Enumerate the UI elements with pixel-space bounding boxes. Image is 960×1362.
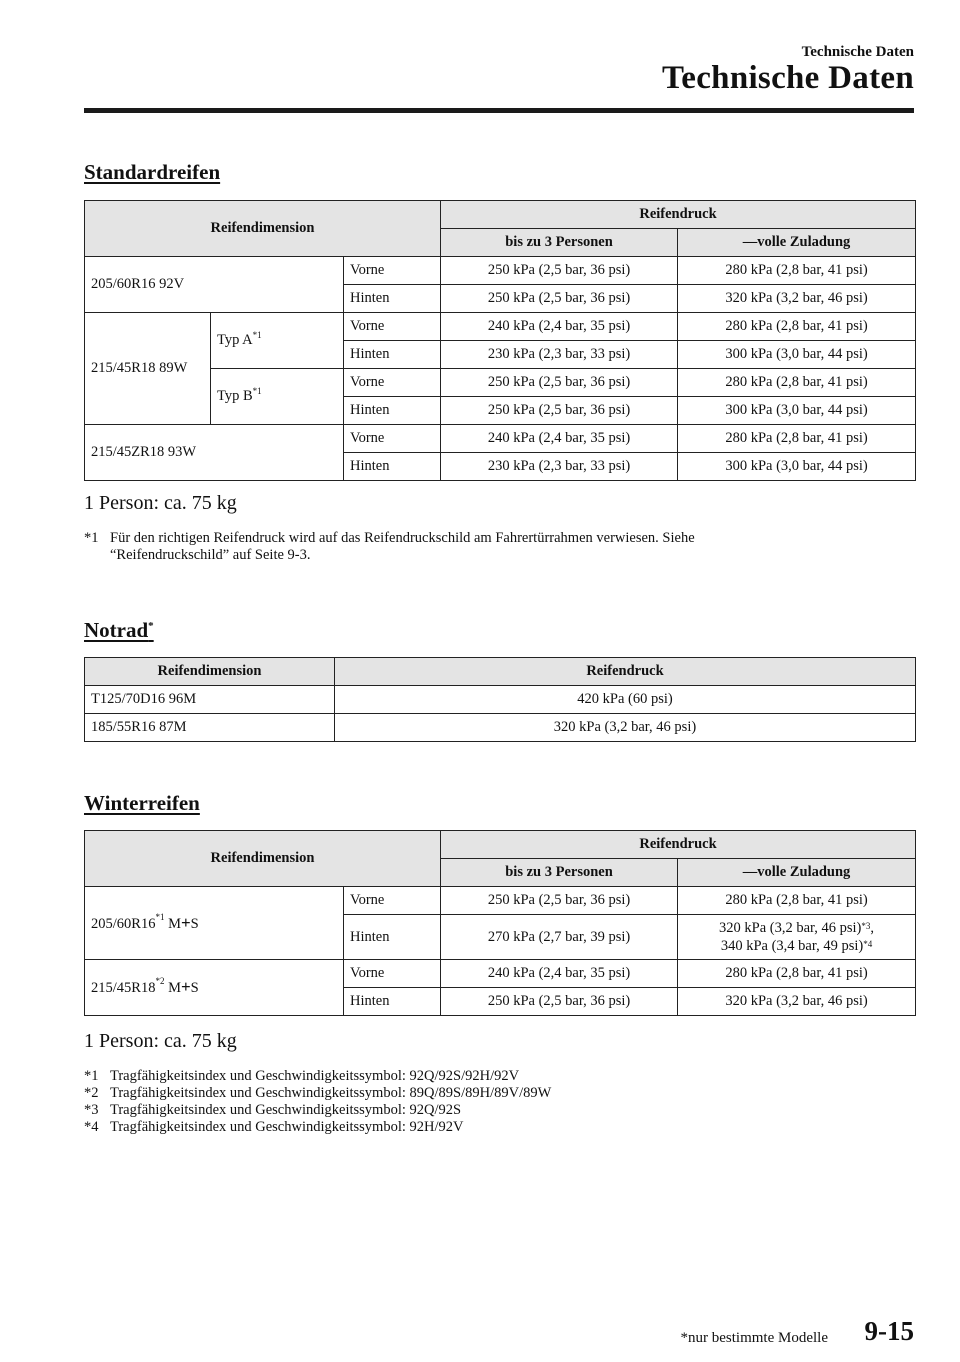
pressure-cell: 240 kPa (2,4 bar, 35 psi) xyxy=(441,313,678,341)
snowflake-plus-icon: + xyxy=(180,977,191,996)
pressure-cell: 280 kPa (2,8 bar, 41 psi) xyxy=(678,369,916,397)
tire-size: 215/45ZR18 93W xyxy=(85,425,344,481)
table-row xyxy=(85,686,916,714)
footnote-text: Tragfähigkeitsindex und Geschwindigkeitssymbol: 92Q/92S xyxy=(110,1102,462,1118)
pressure-value: 320 kPa (3,2 bar, 46 psi) xyxy=(719,920,862,936)
col-header-full-load: —volle Zuladung xyxy=(678,859,916,887)
footnote-text: Tragfähigkeitsindex und Geschwindigkeitssymbol: 92Q/92S/92H/92V xyxy=(110,1068,520,1084)
pressure-cell: 320 kPa (3,2 bar, 46 psi) xyxy=(678,285,916,313)
person-weight-note: 1 Person: ca. 75 kg xyxy=(84,1030,237,1052)
footnote-ref: *1 xyxy=(252,386,262,396)
footnote-ref: *4 xyxy=(863,939,873,949)
pressure-cell: 300 kPa (3,0 bar, 44 psi) xyxy=(678,397,916,425)
pressure-cell: 280 kPa (2,8 bar, 41 psi) xyxy=(678,313,916,341)
tire-size: 185/55R16 87M xyxy=(85,714,335,742)
pressure-cell: 240 kPa (2,4 bar, 35 psi) xyxy=(441,960,678,988)
col-header-3-persons: bis zu 3 Personen xyxy=(441,859,678,887)
pressure-cell: 270 kPa (2,7 bar, 39 psi) xyxy=(441,915,678,960)
footnote-ref: *2 xyxy=(155,976,165,986)
table-row xyxy=(85,257,916,285)
pressure-cell: 250 kPa (2,5 bar, 36 psi) xyxy=(441,397,678,425)
pressure-cell: 420 kPa (60 psi) xyxy=(335,686,916,714)
tire-size xyxy=(85,887,344,960)
table-notrad xyxy=(84,657,916,742)
pressure-cell: 320 kPa (3,2 bar, 46 psi) xyxy=(678,988,916,1016)
pressure-cell-multi: 320 kPa (3,2 bar, 46 psi)$^{*3}$, 340 kPa (3,4 bar, 49 psi)$^{*4}$ xyxy=(678,915,916,960)
footnote-text: Für den richtigen Reifendruck wird auf das Reifendruckschild am Fahrertürrahmen verwiesen. Siehe xyxy=(110,530,695,546)
pressure-cell: 250 kPa (2,5 bar, 36 psi) xyxy=(441,887,678,915)
tire-type-label: Typ B xyxy=(217,388,253,404)
tire-type xyxy=(211,369,344,425)
page-title: Technische Daten xyxy=(661,60,914,96)
pressure-cell: 250 kPa (2,5 bar, 36 psi) xyxy=(441,988,678,1016)
footnote-text: “Reifendruckschild” auf Seite 9-3. xyxy=(110,547,311,563)
footnote xyxy=(84,1068,551,1085)
axle-label: Hinten xyxy=(344,453,441,481)
footnote xyxy=(84,1102,551,1119)
running-header-small: Technische Daten xyxy=(801,44,914,60)
col-header-dimension: Reifendimension xyxy=(85,831,441,887)
footnote-number: *2 xyxy=(84,1085,99,1101)
pressure-cell: 320 kPa (3,2 bar, 46 psi) xyxy=(335,714,916,742)
pressure-cell: 250 kPa (2,5 bar, 36 psi) xyxy=(441,285,678,313)
tire-size: 215/45R18 89W xyxy=(85,313,211,425)
pressure-cell: 240 kPa (2,4 bar, 35 psi) xyxy=(441,425,678,453)
model-specific-star: * xyxy=(148,620,154,632)
pressure-value: 340 kPa (3,4 bar, 49 psi) xyxy=(720,938,864,954)
col-header-dimension: Reifendimension xyxy=(85,658,335,686)
page-number: 9-15 xyxy=(864,1316,914,1346)
footnote-ref: *1 xyxy=(155,911,165,922)
footnote-number: *1 xyxy=(84,1068,99,1084)
footnote-standard xyxy=(84,530,695,564)
col-header-pressure: Reifendruck xyxy=(335,658,916,686)
axle-label: Vorne xyxy=(344,425,441,453)
footnotes-winter xyxy=(84,1068,551,1136)
axle-label: Hinten xyxy=(344,341,441,369)
ms-m: M xyxy=(168,980,181,996)
model-note: *nur bestimmte Modelle xyxy=(680,1330,828,1346)
pressure-cell: 300 kPa (3,0 bar, 44 psi) xyxy=(678,341,916,369)
axle-label: Vorne xyxy=(344,313,441,341)
footnote-number: *1 xyxy=(84,530,99,546)
axle-label: Hinten xyxy=(344,988,441,1016)
snowflake-plus-icon: + xyxy=(180,912,191,932)
header-rule xyxy=(84,108,914,113)
section-title-winterreifen: Winterreifen xyxy=(84,791,200,815)
pressure-cell: 230 kPa (2,3 bar, 33 psi) xyxy=(441,341,678,369)
col-header-full-load: —volle Zuladung xyxy=(678,229,916,257)
tire-size: 205/60R16 92V xyxy=(85,257,344,313)
table-row xyxy=(85,960,916,988)
footnote-number: *4 xyxy=(84,1119,99,1135)
footnote-number: *3 xyxy=(84,1102,99,1118)
footnote xyxy=(84,1119,551,1136)
pressure-cell: 280 kPa (2,8 bar, 41 psi) xyxy=(678,257,916,285)
ms-s: S xyxy=(190,915,199,932)
section-title-notrad xyxy=(84,618,154,643)
footnote-ref: *1 xyxy=(252,330,262,340)
footnote-text: Tragfähigkeitsindex und Geschwindigkeitssymbol: 92H/92V xyxy=(110,1119,464,1135)
col-header-3-persons: bis zu 3 Personen xyxy=(441,229,678,257)
axle-label: Vorne xyxy=(344,887,441,915)
axle-label: Hinten xyxy=(344,285,441,313)
col-header-dimension: Reifendimension xyxy=(85,201,441,257)
pressure-cell: 280 kPa (2,8 bar, 41 psi) xyxy=(678,425,916,453)
table-row xyxy=(85,887,916,915)
footnote-ref: *3 xyxy=(861,921,871,931)
table-winterreifen xyxy=(84,830,916,1016)
axle-label: Vorne xyxy=(344,960,441,988)
pressure-cell: 280 kPa (2,8 bar, 41 psi) xyxy=(678,960,916,988)
pressure-cell: 230 kPa (2,3 bar, 33 psi) xyxy=(441,453,678,481)
section-title-standardreifen: Standardreifen xyxy=(84,160,221,184)
axle-label: Hinten xyxy=(344,915,441,960)
col-header-pressure: Reifendruck xyxy=(441,201,916,229)
footnote-text: Tragfähigkeitsindex und Geschwindigkeitssymbol: 89Q/89S/89H/89V/89W xyxy=(110,1085,552,1101)
axle-label: Hinten xyxy=(344,397,441,425)
table-row xyxy=(85,425,916,453)
pressure-cell: 300 kPa (3,0 bar, 44 psi) xyxy=(678,453,916,481)
ms-m: M xyxy=(168,915,181,932)
pressure-cell: 250 kPa (2,5 bar, 36 psi) xyxy=(441,369,678,397)
tire-size: T125/70D16 96M xyxy=(85,686,335,714)
ms-s: S xyxy=(190,980,199,996)
tire-type-label: Typ A xyxy=(217,332,253,348)
axle-label: Vorne xyxy=(344,369,441,397)
col-header-pressure: Reifendruck xyxy=(441,831,916,859)
pressure-cell: 280 kPa (2,8 bar, 41 psi) xyxy=(678,887,916,915)
table-row xyxy=(85,714,916,742)
tire-type xyxy=(211,313,344,369)
tire-size-text: 215/45R18 xyxy=(91,980,156,996)
table-row xyxy=(85,313,916,341)
person-weight-note: 1 Person: ca. 75 kg xyxy=(84,492,237,514)
pressure-cell: 250 kPa (2,5 bar, 36 psi) xyxy=(441,257,678,285)
axle-label: Vorne xyxy=(344,257,441,285)
table-standardreifen xyxy=(84,200,916,481)
tire-size-text: 205/60R16 xyxy=(91,915,156,932)
footnote xyxy=(84,1085,551,1102)
section-title-text: Notrad xyxy=(84,618,149,642)
tire-size xyxy=(85,960,344,1016)
